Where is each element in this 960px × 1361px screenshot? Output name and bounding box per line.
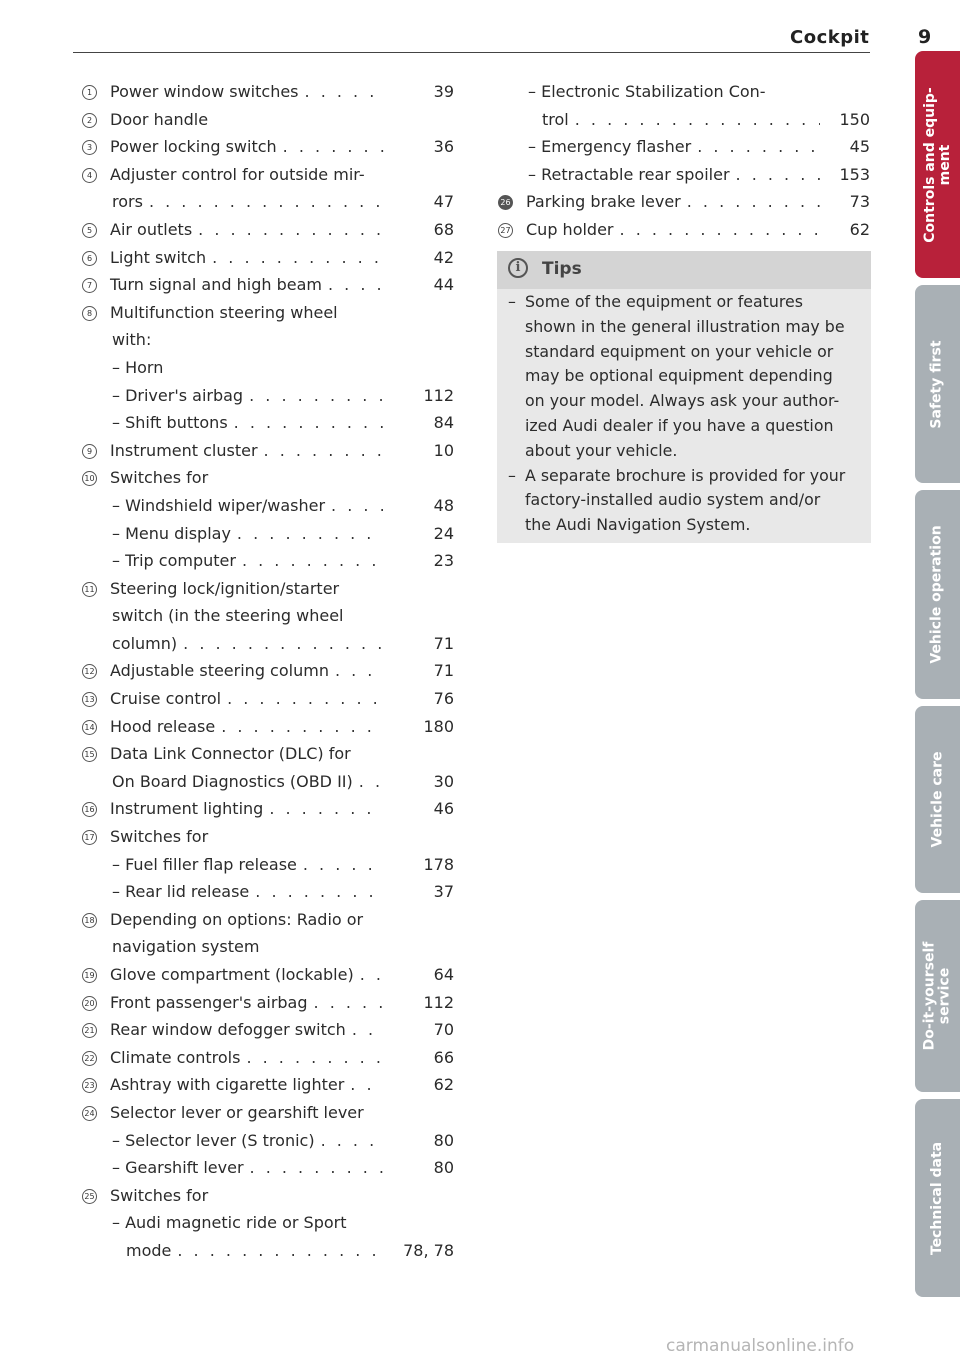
- entry-label: Instrument lighting: [110, 799, 264, 819]
- dot-leader: [344, 1071, 384, 1099]
- index-entry: [498, 188, 870, 216]
- tips-body: [508, 290, 858, 538]
- entry-label: Steering lock/ignition/starter: [110, 578, 340, 598]
- index-entry: [82, 271, 454, 299]
- header-divider: [73, 52, 870, 53]
- entry-label: – Retractable rear spoiler: [528, 164, 730, 184]
- dot-leader: [228, 409, 384, 437]
- index-entry: [82, 520, 454, 548]
- tip-line: ized Audi dealer if you have a question: [525, 415, 834, 435]
- entry-label: – Trip computer: [112, 551, 236, 571]
- index-entry: [82, 685, 454, 713]
- page-reference[interactable]: 24: [433, 523, 454, 543]
- entry-label: – Rear lid release: [112, 882, 250, 902]
- page-reference[interactable]: 153: [839, 164, 870, 184]
- index-entry: [82, 989, 454, 1017]
- dot-leader: [240, 1044, 384, 1072]
- callout-number: 17: [82, 830, 97, 845]
- tip-line: factory-installed audio system and/or: [525, 490, 821, 510]
- callout-number: 12: [82, 664, 97, 679]
- entry-label: – Audi magnetic ride or Sport: [112, 1213, 347, 1233]
- index-entry: [82, 1154, 454, 1182]
- dot-leader: [171, 1237, 384, 1265]
- entry-label: – Fuel filler flap release: [112, 854, 297, 874]
- index-entry: [82, 878, 454, 906]
- entry-label: Rear window defogger switch: [110, 1020, 346, 1040]
- index-entry: [498, 106, 870, 134]
- index-entry: [82, 1209, 454, 1237]
- entry-label: Selector lever or gearshift lever: [110, 1102, 364, 1122]
- tip-item: – A separate brochure is provided for your factory-installed audio system and/or the Audi Navigation System.: [508, 464, 858, 538]
- tip-line: on your model. Always ask your author-: [525, 391, 840, 411]
- dot-leader: [346, 1016, 384, 1044]
- page-reference[interactable]: 70: [433, 1020, 454, 1040]
- dot-leader: [258, 437, 384, 465]
- entry-label: – Driver's airbag: [112, 385, 244, 405]
- side-tab-label: Safety first: [929, 339, 945, 429]
- entry-label: navigation system: [112, 937, 260, 957]
- page-reference[interactable]: 78, 78: [403, 1240, 454, 1260]
- index-entry: [82, 188, 454, 216]
- callout-number: 7: [82, 278, 97, 293]
- side-tab-label: Technical data: [929, 1141, 945, 1255]
- callout-number: 3: [82, 140, 97, 155]
- callout-number: 18: [82, 913, 97, 928]
- index-entry: [82, 961, 454, 989]
- entry-label: – Menu display: [112, 523, 231, 543]
- entry-label: Switches for: [110, 1185, 209, 1205]
- index-entry: [498, 216, 870, 244]
- page-reference[interactable]: 47: [433, 192, 454, 212]
- callout-number: 6: [82, 251, 97, 266]
- side-tab-label: Do-it-yourself service: [921, 941, 953, 1051]
- page-reference[interactable]: 45: [849, 137, 870, 157]
- index-entry: [82, 161, 454, 189]
- side-tab-label: Controls and equip- ment: [921, 86, 953, 243]
- tip-line: standard equipment on your vehicle or: [525, 341, 834, 361]
- index-entry: [82, 1127, 454, 1155]
- dot-leader: [569, 106, 820, 134]
- entry-label: Depending on options: Radio or: [110, 909, 364, 929]
- dot-leader: [325, 492, 384, 520]
- side-tab[interactable]: [915, 285, 960, 483]
- tip-line: may be optional equipment depending: [525, 366, 833, 386]
- entry-label: Glove compartment (lockable): [110, 965, 354, 984]
- page-reference[interactable]: 76: [433, 689, 454, 709]
- index-entry: [82, 409, 454, 437]
- entry-label: – Horn: [112, 357, 164, 377]
- dot-leader: [244, 1154, 384, 1182]
- index-entry: [82, 823, 454, 851]
- dot-leader: [215, 713, 384, 741]
- entry-label: Switches for: [110, 468, 209, 488]
- callout-number: 20: [82, 996, 97, 1011]
- entry-label: Cruise control: [110, 689, 222, 709]
- entry-label: Power window switches: [110, 82, 299, 101]
- dot-leader: [177, 630, 384, 658]
- dot-leader: [329, 657, 384, 685]
- index-entry: [82, 106, 454, 134]
- dot-leader: [236, 547, 384, 575]
- entry-label: Data Link Connector (DLC) for: [110, 744, 351, 764]
- entry-label: Hood release: [110, 716, 216, 736]
- page-reference[interactable]: 66: [433, 1047, 454, 1067]
- page-reference[interactable]: 80: [433, 1130, 454, 1150]
- index-entry: [82, 492, 454, 520]
- index-entry: [82, 299, 454, 327]
- entry-label: Light switch: [110, 247, 207, 267]
- entry-label: Climate controls: [110, 1047, 241, 1067]
- index-entry: [82, 1044, 454, 1072]
- callout-number: 25: [82, 1189, 97, 1204]
- index-entry: [82, 713, 454, 741]
- entry-label: – Selector lever (S tronic): [112, 1130, 315, 1150]
- dot-leader: [691, 133, 820, 161]
- side-tab-label: Vehicle operation: [929, 525, 946, 664]
- dot-leader: [297, 851, 384, 879]
- page-reference[interactable]: 42: [433, 247, 454, 267]
- left-column-index: [82, 78, 454, 1265]
- entry-label: Switches for: [110, 827, 209, 847]
- page-reference[interactable]: 68: [433, 219, 454, 239]
- index-entry: [82, 768, 454, 796]
- callout-number: 11: [82, 582, 97, 597]
- right-column-index: [498, 78, 870, 244]
- entry-label: On Board Diagnostics (OBD II): [112, 771, 353, 791]
- index-entry: [82, 602, 454, 630]
- index-entry: [82, 244, 454, 272]
- index-entry: [82, 795, 454, 823]
- index-entry: [82, 1182, 454, 1210]
- dot-leader: [143, 188, 384, 216]
- page-reference[interactable]: 46: [433, 799, 454, 819]
- callout-number: 19: [82, 968, 97, 983]
- entry-label: Power locking switch: [110, 137, 277, 157]
- callout-number: 13: [82, 692, 97, 707]
- entry-label: Ashtray with cigarette lighter: [110, 1075, 345, 1095]
- entry-label: trol: [542, 109, 569, 129]
- dot-leader: [249, 878, 384, 906]
- page-reference[interactable]: 71: [433, 633, 454, 653]
- callout-number: 2: [82, 113, 97, 128]
- index-entry: [82, 575, 454, 603]
- entry-label: – Windshield wiper/washer: [112, 495, 326, 515]
- entry-label: Door handle: [110, 109, 209, 129]
- tip-line: Some of the equipment or features: [525, 292, 803, 311]
- entry-label: – Gearshift lever: [112, 1158, 244, 1178]
- entry-label: with:: [112, 330, 152, 350]
- page-reference[interactable]: 84: [433, 413, 454, 433]
- dot-leader: [681, 188, 820, 216]
- index-entry: [498, 78, 870, 106]
- index-entry: [82, 657, 454, 685]
- entry-label: Adjuster control for outside mir-: [110, 164, 365, 184]
- callout-number: 23: [82, 1078, 97, 1093]
- callout-number: 5: [82, 223, 97, 238]
- side-tab[interactable]: [915, 900, 960, 1092]
- callout-number: 10: [82, 471, 97, 486]
- info-icon: i: [508, 258, 528, 278]
- tip-item: – Some of the equipment or features shown in the general illustration may be standard equipment on your vehicle or may be optional equipment depending on your model. Always ask your author- ized Audi dealer if you have a question about your vehicle.: [508, 290, 858, 464]
- entry-label: mode: [126, 1240, 172, 1260]
- page-reference[interactable]: 36: [433, 137, 454, 157]
- callout-number: 15: [82, 747, 97, 762]
- callout-number: 16: [82, 802, 97, 817]
- dot-leader: [299, 78, 384, 106]
- entry-label: column): [112, 633, 178, 653]
- callout-number: 4: [82, 168, 97, 183]
- page-header-title: Cockpit: [790, 27, 870, 48]
- page-reference[interactable]: 30: [433, 771, 454, 791]
- callout-number: 9: [82, 444, 97, 459]
- index-entry: [82, 547, 454, 575]
- index-entry: [82, 382, 454, 410]
- page-reference[interactable]: 39: [433, 82, 454, 101]
- dot-leader: [263, 795, 384, 823]
- entry-label: rors: [112, 192, 143, 212]
- page-reference[interactable]: 62: [849, 219, 870, 239]
- index-entry: [82, 326, 454, 354]
- page-reference[interactable]: 62: [433, 1075, 454, 1095]
- index-entry: [82, 354, 454, 382]
- index-entry: [82, 133, 454, 161]
- page-reference[interactable]: 80: [433, 1158, 454, 1178]
- page-reference[interactable]: 178: [423, 854, 454, 874]
- callout-number: 14: [82, 720, 97, 735]
- dot-leader: [206, 244, 384, 272]
- page-reference[interactable]: 180: [423, 716, 454, 736]
- index-entry: [82, 1016, 454, 1044]
- dot-leader: [730, 161, 820, 189]
- page-reference[interactable]: 71: [433, 661, 454, 681]
- callout-number: 27: [498, 223, 513, 238]
- index-entry: [82, 630, 454, 658]
- entry-label: Multifunction steering wheel: [110, 302, 338, 322]
- index-entry: [82, 1237, 454, 1265]
- index-entry: [82, 1099, 454, 1127]
- side-tab-label: Vehicle care: [929, 751, 946, 848]
- page-reference[interactable]: 23: [433, 551, 454, 571]
- callout-number: 22: [82, 1051, 97, 1066]
- entry-label: – Emergency flasher: [528, 137, 692, 157]
- callout-number: 26: [498, 195, 513, 210]
- side-tab[interactable]: [915, 51, 960, 278]
- callout-number: 1: [82, 85, 97, 100]
- dot-leader: [614, 216, 820, 244]
- dot-leader: [231, 520, 384, 548]
- entry-label: – Electronic Stabilization Con-: [528, 82, 766, 101]
- index-entry: [82, 216, 454, 244]
- index-entry: [82, 78, 454, 106]
- index-entry: [82, 851, 454, 879]
- dot-leader: [353, 768, 384, 796]
- dot-leader: [354, 961, 384, 989]
- tip-line: A separate brochure is provided for your: [525, 465, 846, 485]
- page-reference[interactable]: 150: [839, 109, 870, 129]
- index-entry: [82, 933, 454, 961]
- dot-leader: [192, 216, 384, 244]
- callout-number: 21: [82, 1023, 97, 1038]
- page-reference[interactable]: 112: [423, 385, 454, 405]
- index-entry: [498, 161, 870, 189]
- entry-label: Turn signal and high beam: [110, 275, 322, 295]
- index-entry: [82, 464, 454, 492]
- tips-header: [497, 251, 871, 289]
- index-entry: [498, 133, 870, 161]
- watermark: carmanualsonline.info: [666, 1336, 855, 1356]
- entry-label: Cup holder: [526, 219, 614, 239]
- side-tab[interactable]: [915, 490, 960, 699]
- side-tab[interactable]: [915, 1099, 960, 1297]
- dot-leader: [315, 1127, 384, 1155]
- entry-label: switch (in the steering wheel: [112, 606, 344, 626]
- side-tab[interactable]: [915, 706, 960, 893]
- page-reference[interactable]: 73: [849, 192, 870, 212]
- entry-label: Adjustable steering column: [110, 661, 329, 681]
- entry-label: Instrument cluster: [110, 440, 258, 460]
- tips-box: [497, 251, 871, 543]
- callout-number: 24: [82, 1106, 97, 1121]
- entry-label: Air outlets: [110, 219, 193, 239]
- page-reference[interactable]: 112: [423, 992, 454, 1012]
- dot-leader: [322, 271, 384, 299]
- entry-label: Front passenger's airbag: [110, 992, 308, 1012]
- tip-line: about your vehicle.: [525, 440, 678, 460]
- page-reference[interactable]: 44: [433, 275, 454, 295]
- dot-leader: [308, 989, 384, 1017]
- index-entry: [82, 740, 454, 768]
- dot-leader: [243, 382, 384, 410]
- tip-line: shown in the general illustration may be: [525, 316, 845, 336]
- index-entry: [82, 1071, 454, 1099]
- page-number: 9: [918, 26, 932, 48]
- callout-number: 8: [82, 306, 97, 321]
- dot-leader: [277, 133, 384, 161]
- page-reference[interactable]: 64: [433, 965, 454, 984]
- dot-leader: [221, 685, 384, 713]
- page-reference[interactable]: 10: [433, 440, 454, 460]
- page-reference[interactable]: 37: [433, 882, 454, 902]
- tips-title: Tips: [542, 259, 582, 279]
- index-entry: [82, 437, 454, 465]
- entry-label: Parking brake lever: [526, 192, 681, 212]
- index-entry: [82, 906, 454, 934]
- page-reference[interactable]: 48: [433, 495, 454, 515]
- entry-label: – Shift buttons: [112, 413, 228, 433]
- tip-line: the Audi Navigation System.: [525, 515, 751, 535]
